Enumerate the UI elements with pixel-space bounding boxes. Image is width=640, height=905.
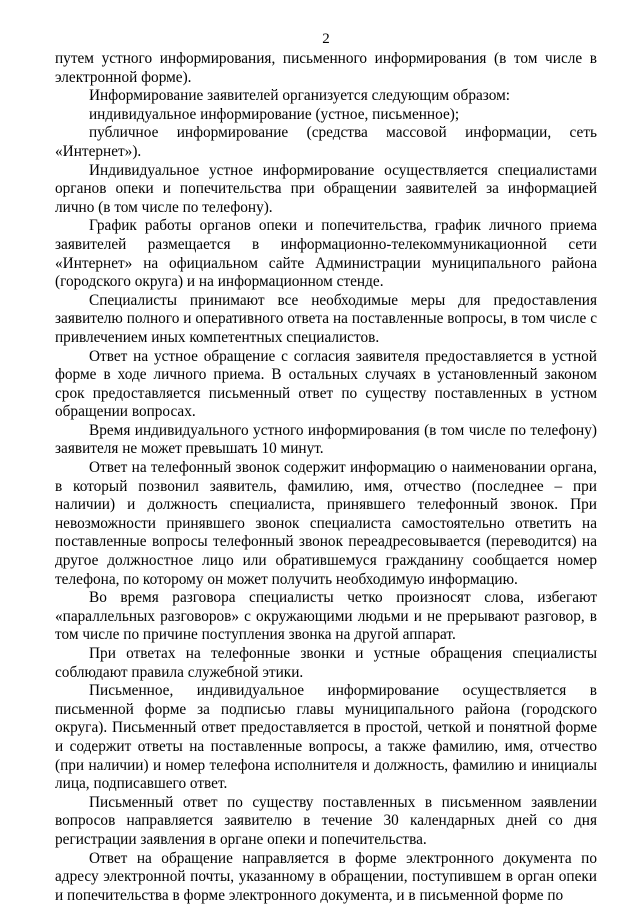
document-page (55, 30, 597, 905)
paragraph-10: Ответ на телефонный звонок содержит информацию о наименовании органа, в который позвонил заявитель, фамилию, имя, отчество (последнее – при наличии) и должность специалиста, принявшего телефонный звонок. При невозможности принявшего звонок специалиста самостоятельно ответить на поставленные вопросы телефонный звонок переадресовывается (переводится) на другое должностное лицо или обратившемуся гражданину сообщается номер телефона, по которому он может получить необходимую информацию. (55, 459, 597, 588)
paragraph-3: индивидуальное информирование (устное, письменное); (89, 105, 460, 123)
paragraph-13: Письменное, индивидуальное информирование осуществляется в письменной форме за подписью главы муниципального района (городского округа). Письменный ответ предоставляется в простой, четкой и понятной форме и содержит ответы на поставленные вопросы, а также фамилию, имя, отчество (при наличии) и номер телефона исполнителя и должность, фамилию и инициалы лица, подписавшего ответ. (55, 682, 597, 793)
paragraph-5: Индивидуальное устное информирование осуществляется специалистами органов опеки и попечительства при обращении заявителей за информацией лично (в том числе по телефону). (55, 161, 597, 216)
paragraph-2: Информирование заявителей организуется следующим образом: (89, 87, 511, 105)
paragraph-4: публичное информирование (средства массовой информации, сеть «Интернет»). (55, 124, 597, 160)
paragraph-14: Письменный ответ по существу поставленных в письменном заявлении вопросов направляется заявителю в течение 30 календарных дней со дня регистрации заявления в органе опеки и попечительства. (55, 793, 597, 848)
paragraph-12: При ответах на телефонные звонки и устные обращения специалисты соблюдают правила служебной этики. (55, 645, 597, 681)
paragraph-8: Ответ на устное обращение с согласия заявителя предоставляется в устной форме в ходе личного приема. В остальных случаях в установленный законом срок предоставляется письменный ответ по существу поставленных в устном обращении вопросах. (55, 347, 597, 421)
paragraph-15: Ответ на обращение направляется в форме электронного документа по адресу электронной почты, указанному в обращении, поступившем в орган опеки и попечительства в форме электронного документа, и в письменной форме по (55, 849, 597, 904)
paragraph-6: График работы органов опеки и попечительства, график личного приема заявителей размещается в информационно-телекоммуникационной сети «Интернет» на официальном сайте Администрации муниципального района (городского округа) и на информационном стенде. (55, 217, 597, 291)
page-number: 2 (322, 31, 330, 47)
paragraph-9: Время индивидуального устного информирования (в том числе по телефону) заявителя не может превышать 10 минут. (55, 421, 597, 458)
paragraph-1: путем устного информирования, письменного информирования (в том числе в электронной форме). (55, 50, 597, 86)
paragraph-11: Во время разговора специалисты четко произносят слова, избегают «параллельных разговоров» с окружающими людьми и не прерывают разговор, в том числе по причине поступления звонка на другой аппарат. (55, 589, 597, 644)
paragraph-7: Специалисты принимают все необходимые меры для предоставления заявителю полного и оперативного ответа на поставленные вопросы, в том числе с привлечением иных компетентных специалистов. (55, 291, 597, 346)
